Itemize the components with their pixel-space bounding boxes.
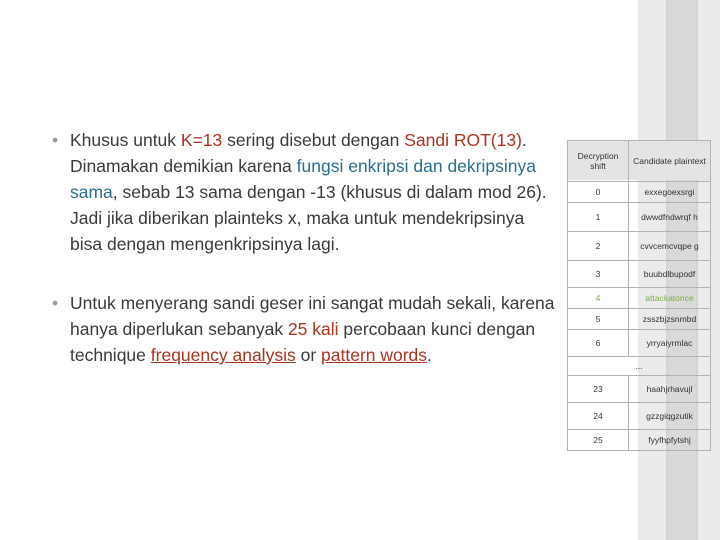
table-row (568, 330, 711, 357)
header-shift: Decryption shift (568, 141, 629, 182)
bullet-segment: . Dinamakan demikian karena (70, 130, 527, 176)
bullet-segment: pattern words (321, 345, 428, 365)
shift-cell: 23 (568, 376, 629, 403)
shift-cell: 0 (568, 182, 629, 203)
candidate-cell: dwwdfndwrqf h (629, 203, 711, 232)
shift-cell: 4 (568, 288, 629, 309)
candidate-cell: zsszbjzsnmbd (629, 309, 711, 330)
ellipsis-cell: ... (568, 357, 711, 376)
candidate-cell: haahjrhavujl (629, 376, 711, 403)
candidate-cell: fyyfhpfytshj (629, 430, 711, 451)
bullet-segment: fungsi enkripsi dan dekripsinya sama (70, 156, 536, 202)
table-row (568, 309, 711, 330)
table-row (568, 376, 711, 403)
bullet-dot-icon: • (52, 130, 59, 150)
shift-cell: 5 (568, 309, 629, 330)
bullet-list (52, 127, 560, 368)
table-row (568, 430, 711, 451)
bullet-segment: sering disebut dengan (222, 130, 405, 150)
bullet-text (70, 293, 554, 365)
candidate-cell: exxegoexsrgi (629, 182, 711, 203)
bullet-segment: . (427, 345, 432, 365)
candidate-cell: gzzgiqgzutik (629, 403, 711, 430)
shift-cell: 1 (568, 203, 629, 232)
header-candidate: Candidate plaintext (629, 141, 711, 182)
shift-cell: 2 (568, 232, 629, 261)
shift-cell: 3 (568, 261, 629, 288)
table-row (568, 403, 711, 430)
candidate-cell: attackatonce (629, 288, 711, 309)
bullet-segment: Khusus untuk (70, 130, 181, 150)
bullet-segment: percobaan kunci dengan technique (70, 319, 536, 365)
bullet-attack (52, 290, 560, 368)
bullet-segment: K=13 (180, 130, 223, 150)
shift-cell: 25 (568, 430, 629, 451)
bullet-segment: 25 kali (287, 319, 339, 339)
table-row (568, 203, 711, 232)
bullet-segment: , sebab 13 sama dengan -13 (khusus di dalam mod 26). Jadi jika diberikan plainteks x, maka untuk mendekripsinya bisa dengan mengenkripsinya lagi. (70, 182, 547, 254)
bullet-segment: or (295, 345, 322, 365)
decryption-table (567, 140, 711, 451)
table-row (568, 182, 711, 203)
bullet-segment: Untuk menyerang sandi geser ini sangat mudah sekali, karena hanya diperlukan sebanyak (70, 293, 555, 339)
bullet-dot-icon: • (52, 293, 59, 313)
table-row (568, 288, 711, 309)
table-row (568, 261, 711, 288)
shift-cell: 6 (568, 330, 629, 357)
bullet-segment: frequency analysis (150, 345, 296, 365)
table-ellipsis-row (568, 357, 711, 376)
shift-cell: 24 (568, 403, 629, 430)
candidate-cell: cvvcemcvqpe g (629, 232, 711, 261)
decryption-table-container (567, 140, 711, 451)
table-header-row (568, 141, 711, 182)
candidate-cell: buubdlbupodf (629, 261, 711, 288)
table-row (568, 232, 711, 261)
bullet-rot13 (52, 127, 560, 257)
bullet-segment: Sandi ROT(13) (404, 130, 522, 150)
bullet-text (70, 130, 547, 254)
candidate-cell: yrryaiyrmlac (629, 330, 711, 357)
